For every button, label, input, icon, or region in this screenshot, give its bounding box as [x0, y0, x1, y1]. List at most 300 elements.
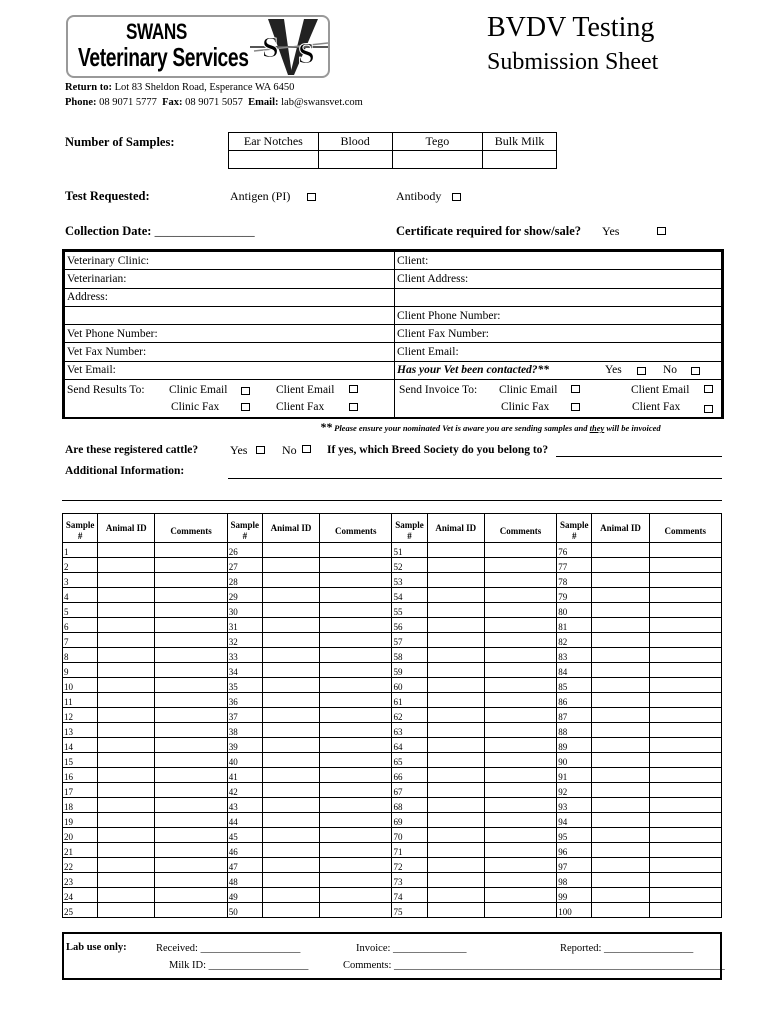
- animal-id-cell[interactable]: [427, 558, 484, 573]
- animal-id-cell[interactable]: [592, 843, 649, 858]
- comments-cell[interactable]: [484, 828, 556, 843]
- animal-id-cell[interactable]: [98, 708, 155, 723]
- lab-received-field[interactable]: Received: ___________________: [156, 943, 301, 954]
- animal-id-cell[interactable]: [427, 588, 484, 603]
- results-clinic-fax-checkbox[interactable]: [241, 403, 250, 411]
- comments-cell[interactable]: [155, 813, 227, 828]
- comments-cell[interactable]: [320, 648, 392, 663]
- return-address: Return to: Lot 83 Sheldon Road, Esperance WA 6450: [65, 82, 295, 93]
- comments-cell[interactable]: [155, 843, 227, 858]
- sample-row: [63, 813, 722, 828]
- comments-cell[interactable]: [320, 558, 392, 573]
- comments-cell[interactable]: [649, 543, 721, 558]
- animal-id-cell[interactable]: [262, 663, 319, 678]
- sample-number: 4: [63, 588, 98, 603]
- comments-cell[interactable]: [320, 888, 392, 903]
- comments-cell[interactable]: [320, 828, 392, 843]
- comments-cell[interactable]: [649, 768, 721, 783]
- comments-cell[interactable]: [320, 858, 392, 873]
- comments-cell[interactable]: [649, 753, 721, 768]
- results-client-fax-checkbox[interactable]: [349, 403, 358, 411]
- comments-cell[interactable]: [484, 678, 556, 693]
- comments-cell[interactable]: [649, 678, 721, 693]
- sample-number: 8: [63, 648, 98, 663]
- invoice-clinic-fax-checkbox[interactable]: [571, 403, 580, 411]
- sample-number: 61: [392, 693, 427, 708]
- animal-id-cell[interactable]: [262, 768, 319, 783]
- comments-cell[interactable]: [484, 633, 556, 648]
- animal-id-cell[interactable]: [98, 558, 155, 573]
- invoice-client-email-label: Client Email: [631, 384, 690, 397]
- animal-id-cell[interactable]: [262, 783, 319, 798]
- svg-text:S: S: [298, 37, 315, 70]
- comments-cell[interactable]: [155, 633, 227, 648]
- invoice-client-fax-checkbox[interactable]: [704, 405, 713, 413]
- additional-info-field[interactable]: [228, 478, 722, 479]
- animal-id-cell[interactable]: [262, 558, 319, 573]
- comments-cell[interactable]: [484, 888, 556, 903]
- comments-cell[interactable]: [649, 813, 721, 828]
- animal-id-cell[interactable]: [427, 753, 484, 768]
- comments-cell[interactable]: [320, 543, 392, 558]
- comments-cell[interactable]: [320, 873, 392, 888]
- send-results-cell: [65, 380, 395, 418]
- comments-cell[interactable]: [155, 663, 227, 678]
- comments-cell[interactable]: [155, 648, 227, 663]
- comments-cell[interactable]: [155, 618, 227, 633]
- comments-cell[interactable]: [320, 723, 392, 738]
- comments-cell[interactable]: [320, 798, 392, 813]
- comments-cell[interactable]: [484, 573, 556, 588]
- sample-row: [63, 588, 722, 603]
- animal-id-cell[interactable]: [98, 663, 155, 678]
- animal-id-cell[interactable]: [262, 603, 319, 618]
- results-clinic-email-checkbox[interactable]: [241, 387, 250, 395]
- animal-id-cell[interactable]: [262, 813, 319, 828]
- comments-cell[interactable]: [484, 858, 556, 873]
- sample-number: 64: [392, 738, 427, 753]
- comments-cell[interactable]: [484, 843, 556, 858]
- sample-row: [63, 693, 722, 708]
- client-address-line2[interactable]: [395, 288, 722, 306]
- sample-number: 7: [63, 633, 98, 648]
- sample-number: 66: [392, 768, 427, 783]
- sample-row: [63, 903, 722, 918]
- animal-id-cell[interactable]: [262, 798, 319, 813]
- animal-id-cell[interactable]: [427, 663, 484, 678]
- comments-cell[interactable]: [649, 783, 721, 798]
- animal-id-cell[interactable]: [98, 648, 155, 663]
- comments-cell[interactable]: [649, 828, 721, 843]
- animal-id-cell[interactable]: [427, 708, 484, 723]
- comments-cell[interactable]: [649, 738, 721, 753]
- antibody-checkbox[interactable]: [452, 193, 461, 201]
- animal-id-cell[interactable]: [262, 708, 319, 723]
- comments-cell[interactable]: [649, 708, 721, 723]
- sample-number: 29: [227, 588, 262, 603]
- comments-cell[interactable]: [155, 768, 227, 783]
- animal-id-cell[interactable]: [592, 903, 649, 918]
- animal-id-cell[interactable]: [592, 678, 649, 693]
- animal-id-cell[interactable]: [592, 798, 649, 813]
- vet-contacted-yes-checkbox[interactable]: [637, 367, 646, 375]
- animal-id-cell[interactable]: [592, 828, 649, 843]
- comments-cell[interactable]: [649, 888, 721, 903]
- animal-id-cell[interactable]: [427, 573, 484, 588]
- comments-cell[interactable]: [649, 903, 721, 918]
- sample-row: [63, 648, 722, 663]
- comments-cell[interactable]: [155, 558, 227, 573]
- animal-id-cell[interactable]: [262, 543, 319, 558]
- sample-number: 19: [63, 813, 98, 828]
- animal-id-cell[interactable]: [98, 903, 155, 918]
- sample-number: 24: [63, 888, 98, 903]
- comments-cell[interactable]: [484, 873, 556, 888]
- animal-id-cell[interactable]: [592, 753, 649, 768]
- sample-number: 87: [557, 708, 592, 723]
- animal-id-cell[interactable]: [98, 678, 155, 693]
- vet-clinic-field[interactable]: Veterinary Clinic:: [65, 252, 395, 270]
- comments-cell[interactable]: [649, 558, 721, 573]
- sample-row: [63, 738, 722, 753]
- send-results-label: Send Results To:: [67, 384, 145, 397]
- comments-cell[interactable]: [155, 588, 227, 603]
- antigen-checkbox[interactable]: [307, 193, 316, 201]
- lab-comments-field[interactable]: Comments: _______________________________________________________________: [343, 960, 725, 971]
- sample-number: 80: [557, 603, 592, 618]
- animal-id-cell[interactable]: [592, 633, 649, 648]
- animal-id-cell[interactable]: [262, 753, 319, 768]
- animal-id-cell[interactable]: [427, 738, 484, 753]
- sample-number: 85: [557, 678, 592, 693]
- animal-id-cell[interactable]: [427, 723, 484, 738]
- sample-number-header: Sample #: [557, 514, 592, 543]
- comments-cell[interactable]: [155, 693, 227, 708]
- animal-id-cell[interactable]: [592, 873, 649, 888]
- animal-id-cell[interactable]: [98, 858, 155, 873]
- animal-id-cell[interactable]: [262, 618, 319, 633]
- animal-id-cell[interactable]: [98, 543, 155, 558]
- comments-cell[interactable]: [320, 573, 392, 588]
- client-email-field[interactable]: Client Email:: [395, 343, 722, 361]
- comments-cell[interactable]: [484, 588, 556, 603]
- animal-id-cell[interactable]: [262, 903, 319, 918]
- comments-cell[interactable]: [484, 768, 556, 783]
- comments-cell[interactable]: [484, 783, 556, 798]
- animal-id-cell[interactable]: [262, 738, 319, 753]
- comments-cell[interactable]: [649, 843, 721, 858]
- comments-cell[interactable]: [484, 798, 556, 813]
- comments-cell[interactable]: [649, 633, 721, 648]
- animal-id-cell[interactable]: [98, 813, 155, 828]
- certificate-yes-checkbox[interactable]: [657, 227, 666, 235]
- client-field[interactable]: Client:: [395, 252, 722, 270]
- comments-cell[interactable]: [484, 813, 556, 828]
- animal-id-cell[interactable]: [592, 618, 649, 633]
- additional-info-field-line2[interactable]: [62, 500, 722, 501]
- sample-number: 91: [557, 768, 592, 783]
- sample-row: [63, 723, 722, 738]
- sample-number: 27: [227, 558, 262, 573]
- sample-number: 82: [557, 633, 592, 648]
- animal-id-cell[interactable]: [98, 588, 155, 603]
- sample-number: 95: [557, 828, 592, 843]
- comments-cell[interactable]: [484, 543, 556, 558]
- sample-number: 73: [392, 873, 427, 888]
- comments-cell[interactable]: [484, 753, 556, 768]
- vet-email-field[interactable]: Vet Email:: [65, 361, 395, 379]
- sample-number: 60: [392, 678, 427, 693]
- animal-id-cell[interactable]: [592, 813, 649, 828]
- animal-id-cell[interactable]: [262, 858, 319, 873]
- sample-number: 53: [392, 573, 427, 588]
- animal-id-cell[interactable]: [427, 828, 484, 843]
- animal-id-cell[interactable]: [98, 783, 155, 798]
- animal-id-cell[interactable]: [262, 723, 319, 738]
- comments-cell[interactable]: [484, 903, 556, 918]
- number-of-samples-table: [228, 132, 557, 169]
- comments-cell[interactable]: [320, 633, 392, 648]
- animal-id-cell[interactable]: [262, 633, 319, 648]
- comments-cell[interactable]: [320, 678, 392, 693]
- sample-number: 78: [557, 573, 592, 588]
- animal-id-cell[interactable]: [592, 768, 649, 783]
- animal-id-cell[interactable]: [592, 888, 649, 903]
- bulk-milk-count-field[interactable]: [483, 151, 557, 169]
- comments-cell[interactable]: [484, 723, 556, 738]
- comments-cell[interactable]: [649, 648, 721, 663]
- animal-id-cell[interactable]: [592, 573, 649, 588]
- logo-text-veterinary-services: Veterinary Services: [78, 42, 249, 72]
- sample-number: 55: [392, 603, 427, 618]
- comments-cell[interactable]: [155, 753, 227, 768]
- animal-id-cell[interactable]: [98, 633, 155, 648]
- invoice-clinic-email-checkbox[interactable]: [571, 385, 580, 393]
- comments-cell[interactable]: [649, 588, 721, 603]
- animal-id-cell[interactable]: [98, 888, 155, 903]
- animal-id-cell[interactable]: [262, 693, 319, 708]
- comments-cell[interactable]: [320, 768, 392, 783]
- comments-cell[interactable]: [155, 828, 227, 843]
- animal-id-cell[interactable]: [262, 828, 319, 843]
- animal-id-cell[interactable]: [427, 543, 484, 558]
- animal-id-cell[interactable]: [98, 768, 155, 783]
- sample-sheet-header: [63, 514, 722, 543]
- collection-date-field[interactable]: ________________: [154, 224, 255, 238]
- comments-cell[interactable]: [649, 603, 721, 618]
- certificate-yes-label: Yes: [602, 224, 620, 238]
- sample-number: 43: [227, 798, 262, 813]
- lab-use-box: [62, 932, 725, 980]
- animal-id-cell[interactable]: [592, 783, 649, 798]
- comments-cell[interactable]: [320, 603, 392, 618]
- comments-cell[interactable]: [155, 573, 227, 588]
- results-client-email-checkbox[interactable]: [349, 385, 358, 393]
- animal-id-cell[interactable]: [592, 858, 649, 873]
- animal-id-cell[interactable]: [262, 588, 319, 603]
- comments-cell[interactable]: [649, 693, 721, 708]
- comments-cell[interactable]: [484, 738, 556, 753]
- animal-id-cell[interactable]: [592, 708, 649, 723]
- comments-cell[interactable]: [320, 738, 392, 753]
- comments-cell[interactable]: [649, 618, 721, 633]
- comments-cell[interactable]: [320, 588, 392, 603]
- comments-cell[interactable]: [155, 708, 227, 723]
- animal-id-cell[interactable]: [427, 888, 484, 903]
- animal-id-cell[interactable]: [262, 888, 319, 903]
- animal-id-cell[interactable]: [592, 723, 649, 738]
- comments-cell[interactable]: [484, 618, 556, 633]
- comments-cell[interactable]: [320, 903, 392, 918]
- breed-society-field[interactable]: [556, 456, 722, 457]
- lab-milk-id-field[interactable]: Milk ID: ___________________: [169, 960, 309, 971]
- comments-cell[interactable]: [649, 723, 721, 738]
- sample-number: 45: [227, 828, 262, 843]
- comments-cell[interactable]: [155, 783, 227, 798]
- comments-cell[interactable]: [649, 858, 721, 873]
- comments-cell[interactable]: [155, 903, 227, 918]
- comments-cell[interactable]: [320, 693, 392, 708]
- comments-cell[interactable]: [484, 603, 556, 618]
- animal-id-cell[interactable]: [592, 663, 649, 678]
- comments-header: Comments: [649, 514, 721, 543]
- comments-cell[interactable]: [155, 603, 227, 618]
- animal-id-cell[interactable]: [98, 798, 155, 813]
- test-requested-label: Test Requested:: [65, 189, 150, 203]
- animal-id-cell[interactable]: [262, 873, 319, 888]
- animal-id-cell[interactable]: [262, 573, 319, 588]
- client-address-field[interactable]: Client Address:: [395, 270, 722, 288]
- sample-number: 59: [392, 663, 427, 678]
- client-fax-field[interactable]: Client Fax Number:: [395, 325, 722, 343]
- animal-id-cell[interactable]: [98, 843, 155, 858]
- sample-number: 88: [557, 723, 592, 738]
- animal-id-cell[interactable]: [427, 693, 484, 708]
- client-phone-field[interactable]: Client Phone Number:: [395, 306, 722, 324]
- comments-cell[interactable]: [155, 543, 227, 558]
- animal-id-cell[interactable]: [427, 873, 484, 888]
- animal-id-cell[interactable]: [98, 723, 155, 738]
- comments-cell[interactable]: [320, 663, 392, 678]
- comments-cell[interactable]: [155, 738, 227, 753]
- comments-cell[interactable]: [155, 858, 227, 873]
- animal-id-cell[interactable]: [98, 693, 155, 708]
- results-client-email-label: Client Email: [276, 384, 335, 397]
- animal-id-cell[interactable]: [427, 648, 484, 663]
- animal-id-cell[interactable]: [427, 798, 484, 813]
- address-line2[interactable]: [65, 306, 395, 324]
- sample-number: 57: [392, 633, 427, 648]
- comments-cell[interactable]: [155, 873, 227, 888]
- details-box: [62, 249, 724, 419]
- blood-count-field[interactable]: [318, 151, 392, 169]
- comments-cell[interactable]: [484, 558, 556, 573]
- animal-id-cell[interactable]: [262, 678, 319, 693]
- sample-number: 65: [392, 753, 427, 768]
- logo-text-swans: SWANS: [126, 19, 187, 44]
- animal-id-cell[interactable]: [427, 603, 484, 618]
- animal-id-cell[interactable]: [592, 738, 649, 753]
- tego-count-field[interactable]: [392, 151, 483, 169]
- comments-cell[interactable]: [649, 873, 721, 888]
- animal-id-cell[interactable]: [427, 618, 484, 633]
- sample-number: 18: [63, 798, 98, 813]
- sample-number: 81: [557, 618, 592, 633]
- comments-cell[interactable]: [484, 648, 556, 663]
- comments-cell[interactable]: [320, 618, 392, 633]
- additional-info-label: Additional Information:: [65, 465, 185, 477]
- vet-contacted-no-checkbox[interactable]: [691, 367, 700, 375]
- lab-invoice-field[interactable]: Invoice: ______________: [356, 943, 467, 954]
- animal-id-cell[interactable]: [262, 648, 319, 663]
- comments-cell[interactable]: [649, 663, 721, 678]
- animal-id-cell[interactable]: [98, 828, 155, 843]
- comments-cell[interactable]: [155, 888, 227, 903]
- comments-cell[interactable]: [649, 798, 721, 813]
- animal-id-cell[interactable]: [427, 843, 484, 858]
- comments-cell[interactable]: [484, 693, 556, 708]
- registered-yes-checkbox[interactable]: [256, 446, 265, 454]
- comments-cell[interactable]: [155, 798, 227, 813]
- sample-number: 34: [227, 663, 262, 678]
- animal-id-cell[interactable]: [98, 753, 155, 768]
- comments-cell[interactable]: [320, 813, 392, 828]
- comments-cell[interactable]: [155, 723, 227, 738]
- animal-id-cell[interactable]: [427, 633, 484, 648]
- invoice-client-email-checkbox[interactable]: [704, 385, 713, 393]
- comments-cell[interactable]: [649, 573, 721, 588]
- animal-id-cell[interactable]: [592, 603, 649, 618]
- comments-cell[interactable]: [484, 663, 556, 678]
- comments-cell[interactable]: [320, 783, 392, 798]
- animal-id-cell[interactable]: [427, 858, 484, 873]
- comments-cell[interactable]: [320, 708, 392, 723]
- comments-cell[interactable]: [484, 708, 556, 723]
- animal-id-cell[interactable]: [427, 813, 484, 828]
- registered-no-checkbox[interactable]: [302, 445, 311, 453]
- animal-id-cell[interactable]: [427, 903, 484, 918]
- comments-cell[interactable]: [320, 843, 392, 858]
- sample-number: 63: [392, 723, 427, 738]
- sample-number: 26: [227, 543, 262, 558]
- animal-id-cell[interactable]: [98, 603, 155, 618]
- vet-phone-field[interactable]: Vet Phone Number:: [65, 325, 395, 343]
- sample-number: 46: [227, 843, 262, 858]
- animal-id-cell[interactable]: [98, 618, 155, 633]
- animal-id-cell[interactable]: [592, 558, 649, 573]
- animal-id-cell[interactable]: [98, 873, 155, 888]
- ear-notches-count-field[interactable]: [229, 151, 319, 169]
- animal-id-cell[interactable]: [592, 543, 649, 558]
- sample-number: 77: [557, 558, 592, 573]
- animal-id-cell[interactable]: [262, 843, 319, 858]
- animal-id-cell[interactable]: [592, 588, 649, 603]
- animal-id-cell[interactable]: [427, 768, 484, 783]
- comments-cell[interactable]: [320, 753, 392, 768]
- animal-id-cell[interactable]: [98, 573, 155, 588]
- lab-reported-field[interactable]: Reported: _________________: [560, 943, 694, 954]
- animal-id-cell[interactable]: [592, 693, 649, 708]
- animal-id-cell[interactable]: [427, 783, 484, 798]
- animal-id-cell[interactable]: [427, 678, 484, 693]
- animal-id-cell[interactable]: [98, 738, 155, 753]
- animal-id-cell[interactable]: [592, 648, 649, 663]
- veterinarian-field[interactable]: Veterinarian:: [65, 270, 395, 288]
- comments-cell[interactable]: [155, 678, 227, 693]
- sample-number: 42: [227, 783, 262, 798]
- vet-fax-field[interactable]: Vet Fax Number:: [65, 343, 395, 361]
- address-field[interactable]: Address:: [65, 288, 395, 306]
